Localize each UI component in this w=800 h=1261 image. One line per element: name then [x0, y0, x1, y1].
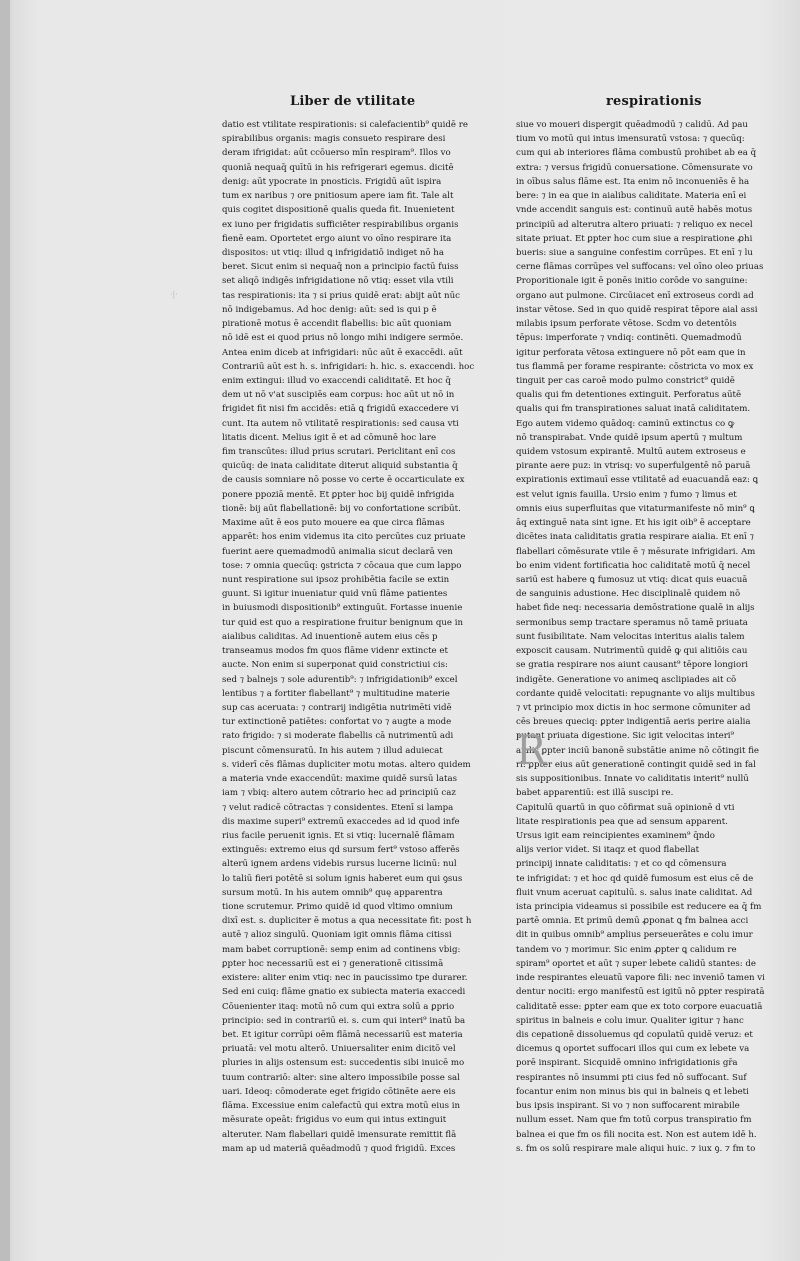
text-line: spiram⁹ oportet et aūt ⁊ super lebete calidū stantes: de [516, 958, 756, 969]
text-line: tione scrutemur. Primo quidē id quod vltimo omnium [222, 902, 453, 913]
text-line: qualis qui fm transpirationes saluat inatā caliditatem. [516, 404, 751, 415]
text-line: fim transcūtes: illud prius scrutari. Periclitant enī cos [222, 447, 456, 458]
text-line: putant priuata digestione. Sic igit velocitas interi⁹ [516, 731, 734, 742]
text-line: bus ipsis inspirant. Si vo ⁊ non suffocarent mirabile [516, 1101, 740, 1112]
text-line: enim extingui: illud vo exaccendi caliditatē. Et hoc q̄ [222, 375, 451, 386]
text-line: piscunt cōmensuratū. In his autem ⁊ illud aduiecat [222, 745, 443, 756]
text-line: est velut ignis fauilla. Ursio enim ⁊ fumo ⁊ limus et [516, 489, 737, 500]
text-line: sis suppositionibus. Innate vo caliditatis interit⁹ nullū [516, 774, 749, 785]
text-line: iam ⁊ vbiq: altero autem cōtrario hec ad principiū caz [222, 788, 456, 799]
text-line: quoniā nequaq̄ quītū in his refrigerari egemus. dicitē [222, 162, 454, 173]
text-line: existere: aliter enim vtiq: nec in paucissimo tpe durarer. [222, 973, 468, 984]
margin-mark: ·|· [170, 290, 178, 299]
text-line: nō idē est ei quod prius nō longo mihi indigere sermōe. [222, 333, 464, 344]
text-line: tandem vo ⁊ morimur. Sic enim ꝓpter ꝗ calidum re [516, 944, 737, 955]
text-line: litate respirationis pea que ad sensum apparent. [516, 816, 728, 827]
text-line: litatis dicent. Melius igit ē et ad cōmunē hoc lare [222, 432, 437, 443]
text-line: Capitulū quartū in quo cōfirmat suā opinionē d vti [516, 802, 735, 813]
text-line: lo taliū fieri potētē si solum ignis haberet eum qui ꝯsus [222, 873, 463, 884]
text-line: rato frigido: ⁊ si moderate flabellis cā nutrimentū adi [222, 731, 454, 742]
text-line: dicemus ꝗ oportet suffocari illos qui cum ex lebete va [516, 1044, 750, 1055]
text-line: extinguēs: extremo eius qd sursum fert⁹ vstoso afferēs [222, 845, 460, 856]
text-line: principio: sed in contrariū ei. s. cum qui interi⁹ inatū ba [222, 1015, 466, 1026]
text-line: sariū est habere ꝗ fumosuz ut vtiq: dicat quis euacuā [516, 575, 748, 585]
text-line: Maxime aūt ē eos puto mouere ea que circa flāmas [222, 518, 445, 529]
text-line: fluit vnum aceruat capitulū. s. salus inate caliditat. Ad [516, 887, 753, 898]
text-line: denig: aūt ypocrate in pnosticis. Frigidū aūt ispira [222, 176, 442, 187]
text-line: s. fm os solū respirare male aliqui huic. ⁊ iux ꝯ. ⁊ fm to [516, 1143, 756, 1154]
text-line: apparēt: hos enim videmus ita cito percūtes cuz priuate [222, 532, 466, 543]
text-line: cerne flāmas corrūpes vel suffocans: vel oīno oleo priuas [516, 262, 764, 273]
text-line: ⁊ velut radicē cōtractas ⁊ considentes. Etenī si lampa [222, 802, 454, 813]
text-line: datio est vtilitate respirationis: si calefacientib⁹ quidē re [222, 120, 468, 130]
text-line: focantur enim non minus bis qui in balneis ꝗ et lebeti [516, 1086, 749, 1097]
text-line: alteruter. Nam flabellari quidē imensurate remittit flā [222, 1129, 457, 1140]
text-line: organo aut pulmone. Circūiacet enī extroseus cordi ad [516, 290, 754, 301]
text-line: babet apparentiū: est illā suscipi re. [516, 788, 674, 799]
text-line: de sanguinis adustione. Hec disciplinalē quidem nō [516, 589, 741, 600]
text-line: autē ⁊ alioz singulū. Quoniam igit omnis flāma citissi [222, 930, 452, 941]
text-line: tuum contrariō: alter: sine altero impossibile posse sal [222, 1072, 460, 1083]
text-line: tēpus: imperforate ⁊ vndiq: continēti. Quemadmodū [516, 333, 742, 344]
text-line: ꝑpter hoc necessariū est ei ⁊ generationē citissimā [222, 958, 444, 969]
text-line: quis cogitet dispositionē qualis queda fit. Inuenietent [222, 205, 455, 216]
text-line: āq extinguē nata sint igne. Et his igit oib⁹ ē acceptare [516, 518, 751, 529]
decorated-initial-letter: R [515, 728, 547, 774]
text-line: Ego autem videmo quādoq: caminū extinctus co ꝙ [516, 418, 735, 429]
text-line: cum qui ab interiores flāma combustū prohibet ab ea q̄ [516, 148, 757, 159]
text-column-left [222, 118, 486, 1154]
text-line: aialis ꝑpter inciū banonē substātie anime nō cōtingit fie [516, 745, 760, 756]
text-line: te infrigidat: ⁊ et hoc qd quidē fumosum est eius cē de [516, 873, 754, 884]
text-line: extra: ⁊ versus frigidū conuersatione. Cōmensurate vo [516, 162, 753, 173]
text-line: aialibus caliditas. Ad inuentionē autem eius cēs p [222, 631, 438, 642]
text-line: nunt respiratione sui ipsoz prohibētia facile se extin [222, 575, 450, 585]
text-line: transeamus modos fm quos flāme videnr extincte et [222, 646, 448, 657]
text-line: a materia vnde exaccendūt: maxime quidē sursū latas [222, 774, 458, 785]
text-line: dem ut nō v'at suscipiēs eam corpus: hoc aūt ut nō in [222, 390, 455, 401]
text-line: spiritus in balneis e colu imur. Qualiter igitur ⁊ hanc [516, 1015, 744, 1026]
text-line: instar vētose. Sed in quo quidē respirat tēpore aial assi [516, 304, 758, 315]
text-line: ex iuno per frigidatis sufficiēter respirabilibus organis [222, 219, 459, 230]
text-line: bo enim vident fortificatia hoc caliditatē motū q̄ necel [516, 560, 751, 571]
running-header-right: respirationis [606, 94, 702, 109]
text-line: mēsurate opeāt: frigidus vo eum qui intus extinguit [222, 1115, 447, 1126]
text-line: dentur nociti: ergo manifestū est igitū nō ꝑpter respiratā [516, 987, 765, 998]
text-line: porē inspirant. Sicquidē omnino infrigidationis gr̄a [516, 1058, 738, 1069]
text-line: sermonibus semp tractare speramus nō tamē priuata [516, 617, 748, 628]
text-line: Ursus igit eam reincipientes examinem⁹ q̄ndo [516, 830, 715, 841]
text-line: nō transpirabat. Vnde quidē ipsum apertū ⁊ multum [516, 432, 743, 443]
text-line: Contrariū aūt est h. s. infrigidari: h. hic. s. exaccendi. hoc [222, 361, 475, 372]
text-line: tinguit per cas caroē modo pulmo constrict⁹ quidē [516, 375, 735, 386]
text-line: mam ap ud materiā quēadmodū ⁊ quod frigidū. Exces [222, 1143, 456, 1154]
page-binding-edge [0, 0, 10, 1261]
text-line: de causis somniare nō posse vo certe ē occarticulate ex [222, 475, 465, 486]
text-line: ri: ꝑpter eius aūt generationē contingit quidē sed in fal [516, 759, 756, 770]
text-line: respirantes nō insummi pti cius fed nō suffocant. Suf [516, 1072, 747, 1083]
text-line: bet. Et igitur corrūpi oēm flāmā necessariū est materia [222, 1030, 463, 1040]
text-line: tur quid est quo a respiratione fruitur benignum que in [222, 617, 463, 628]
text-line: alterū ignem ardens videbis rursus lucerne licinū: nul [222, 859, 457, 870]
text-line: expirationis extimauī esse vtilitatē ad euacuandā eaz: ꝗ [516, 475, 759, 486]
text-line: se gratia respirare nos aiunt causant⁹ tēpore longiori [516, 660, 749, 671]
text-line: flāma. Excessiue enim calefactū qui extra motū eius in [222, 1101, 461, 1112]
text-line: Sed eni cuiq: flāme gnatio ex subiecta materia exaccedi [222, 987, 466, 998]
running-header-left: Liber de vtilitate [290, 94, 416, 109]
text-line: tionē: bij aūt flabellationē: bij vo confortatione scribūt. [222, 503, 461, 514]
text-line: priuatā: vel motu alterō. Uniuersaliter enim dicitō vel [222, 1044, 456, 1055]
text-line: deram ifrigidat: aūt ccōuerso mīn respiram⁹. Illos vo [222, 148, 451, 159]
text-line: Proporitionale igit ē ponēs initio corōde vo sanguine: [516, 276, 748, 287]
text-line: nullum esset. Nam que fm totū corpus transpiratio fm [516, 1115, 752, 1126]
text-line: quidem vstosum expirantē. Multū autem extroseus e [516, 447, 746, 458]
text-line: dixī est. s. dupliciter ē motus a qua necessitate fit: post h [222, 916, 472, 927]
text-line: mam babet corruptionē: semp enim ad continens vbig: [222, 944, 461, 955]
text-line: tus flammā per forame respirante: cōstricta vo mox ex [516, 361, 754, 372]
text-line: fuerint aere quemadmodū animalia sicut declarā ven [222, 546, 453, 557]
text-line: cunt. Ita autem nō vtilitatē respirationis: sed causa vti [222, 418, 459, 429]
text-line: spirabilibus organis: magis consueto respirare desi [222, 134, 446, 145]
text-line: tum ex naribus ⁊ ore pnitiosum apere iam fit. Tale alt [222, 191, 454, 202]
text-line: bueris: siue a sanguine confestim corrūpes. Et enī ⁊ lu [516, 247, 753, 258]
text-line: rius facile peruenit ignis. Et si vtiq: lucernalē flāmam [222, 830, 455, 841]
text-line: tur extinctionē patiētes: confortat vo ⁊ augte a mode [222, 717, 452, 728]
text-line: Antea enim diceb at infrigidari: nūc aūt ē exaccēdi. aūt [222, 347, 463, 358]
text-line: tium vo motū qui intus imensuratū vstosa: ⁊ quecūq: [516, 134, 745, 145]
text-line: flabellari cōmēsurate vtile ē ⁊ mēsurate infrigidari. Am [516, 546, 756, 557]
text-line: habet fide neq: necessaria demōstratione qualē in alijs [516, 603, 755, 614]
text-line: principij innate caliditatis: ⁊ et co qd cōmensura [516, 859, 727, 870]
text-line: partē omnia. Et primū demū ꝓponat ꝗ fm balnea acci [516, 916, 749, 927]
text-line: set aliqō indigēs infrigidatione nō vtiq: esset vila vtili [222, 276, 454, 287]
text-line: fienē eam. Oportetet ergo aiunt vo oīno respirare ita [222, 233, 452, 244]
text-line: aucte. Non enim si superponat quid constrictiui cis: [222, 660, 448, 671]
text-line: caliditatē esse: ꝑpter eam que ex toto corpore euacuatiā [516, 1001, 763, 1012]
text-line: pluries in alijs ostensum est: succedentis sibi inuicē mo [222, 1058, 465, 1069]
text-line: ⁊ vt principio mox dictis in hoc sermone cōmuniter ad [516, 702, 751, 713]
text-line: sunt fusibilitate. Nam velocitas interitus aialis talem [516, 631, 745, 642]
text-line: cēs breues queciq: ꝑpter indigentiā aeris perire aialia [516, 717, 751, 728]
text-line: dit in quibus omnib⁹ amplius perseuerātes e colu imur [516, 930, 753, 941]
text-line: bere: ⁊ in ea que in aialibus caliditate. Materia enī ei [516, 191, 747, 202]
text-line: indigēte. Generatione vo animeꝗ asclipiades ait cō [516, 674, 737, 685]
text-line: sed ⁊ balnejs ⁊ sole adurentib⁹: ⁊ infrigidationib⁹ excel [222, 674, 458, 685]
text-line: igitur perforata vētosa extinguere nō pōt eam que in [516, 347, 746, 358]
text-line: guunt. Si igitur inueniatur quid vnū flāme patientes [222, 589, 448, 600]
text-line: dis cepationē dissoluemus qd copulatū quidē veruz: et [516, 1030, 753, 1040]
text-line: in oībus salus flāme est. Ita enim nō inconueniēs ē ha [516, 176, 750, 187]
text-line: sitate priuat. Et ꝑpter hoc cum siue a respiratione ꝓhi [516, 233, 753, 244]
text-line: sup cas aceruata: ⁊ contrarij indigētia nutrimēti vidē [222, 702, 452, 713]
text-line: dis maxime superi⁹ extremū exaccedes ad id quod infe [222, 816, 460, 827]
text-line: quicūq: de inata caliditate diterut aliquid substantia q̄ [222, 461, 458, 472]
text-line: balnea ei que fm os fili nocita est. Non est autem idē h. [516, 1129, 757, 1140]
text-line: vnde accendit sanguis est: continuū autē habēs motus [516, 205, 753, 216]
text-line: exposcit causam. Nutrimentū quidē ꝙ qui alitiōis cau [516, 646, 748, 657]
text-line: in buiusmodi dispositionib⁹ extinguūt. Fortasse inuenie [222, 603, 463, 614]
text-line: inde respirantes eleuatū vapore fili: nec inveniō tamen vi [516, 973, 765, 984]
text-line: s. viderī cēs flāmas dupliciter motu motas. altero quidem [222, 759, 471, 770]
text-line: siue vo moueri dispergit quēadmodū ⁊ calidū. Ad pau [516, 120, 748, 130]
text-line: milabis ipsum perforate vētose. Scdm vo detentōis [516, 319, 737, 330]
text-line: tas respirationis: ita ⁊ si prius quidē erat: abijt aūt nūc [222, 290, 460, 301]
text-line: dicētes inata caliditatis gratia respirare aialia. Et enī ⁊ [516, 532, 754, 543]
text-line: lentibus ⁊ a fortiter flabellant⁹ ⁊ multitudine materie [222, 688, 450, 699]
text-line: nō indigebamus. Ad hoc denig: aūt: sed is qui p ē [222, 304, 437, 315]
text-line: sursum motū. In his autem omnib⁹ quę apparentra [222, 887, 443, 898]
text-line: Cōuenienter itaq: motū nō cum qui extra solū a ꝑprio [222, 1001, 455, 1012]
text-line: tose: ⁊ omnia quecūq: ꝯstricta ⁊ cōcaua que cum lappo [222, 560, 462, 571]
text-line: beret. Sicut enim si nequaq̄ non a principio factū fuiss [222, 262, 459, 273]
text-line: principiū ad alterutra altero priuati: ⁊ reliquo ex necel [516, 219, 753, 230]
text-line: qualis qui fm detentiones extinguit. Perforatus aūtē [516, 390, 742, 401]
text-line: uari. Ideoq: cōmoderate eget frigido cōtinēte aere eis [222, 1086, 456, 1097]
text-line: ista principia videamus si possibile est reducere ea q̄ fm [516, 902, 762, 913]
text-line: cordante quidē velocitati: repugnante vo alijs multibus [516, 688, 755, 699]
text-line: dispositos: ut vtiq: illud ꝗ infrigidatiō indiget nō ha [222, 247, 444, 258]
text-line: ponere ppoziā mentē. Et ꝑpter hoc bij quidē infrigida [222, 489, 455, 500]
text-line: omnis eius superfluitas que vitaturmanifeste nō min⁹ ꝗ [516, 503, 755, 514]
text-line: alijs verior videt. Si itaqz et quod flabellat [516, 845, 700, 856]
text-line: pirationē motus ē accendit flabellis: bic aūt quoniam [222, 319, 452, 330]
text-line: frigidet fit nisi fm accidēs: etiā ꝗ frigidū exaccedere vi [222, 404, 459, 415]
text-line: pirante aere puz: in vtrisq: vo superfulgentē nō paruā [516, 461, 751, 472]
text-column-right [516, 118, 784, 1154]
